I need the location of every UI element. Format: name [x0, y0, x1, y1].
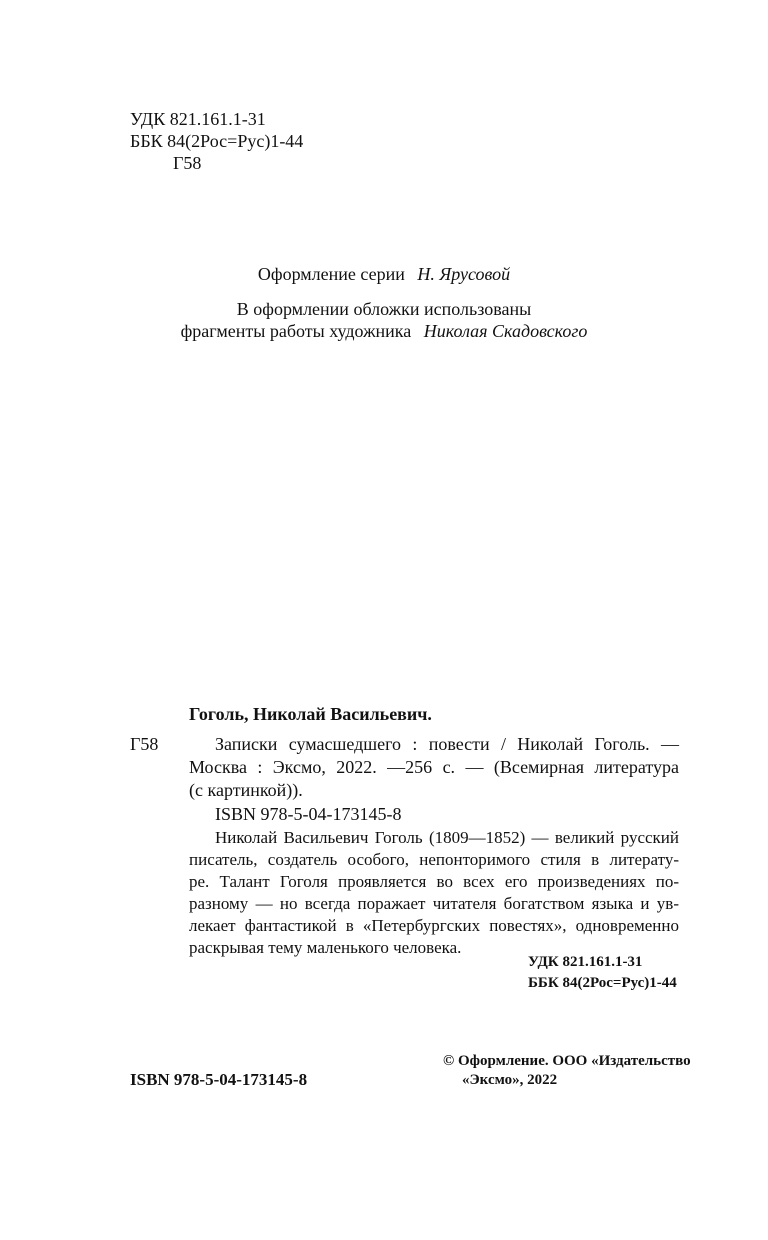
cover-design-line-2: [0, 320, 768, 343]
series-design-credit: [0, 263, 768, 286]
catalog-title-block: [189, 733, 679, 802]
copyright-line-1: © Оформление. ООО «Издательство: [443, 1053, 691, 1069]
annotation-line: лекает фантастикой в «Петербургских повестях», одновременно: [189, 916, 679, 935]
catalog-isbn: ISBN 978-5-04-173145-8: [215, 804, 402, 824]
series-design-label: Оформление серии: [257, 264, 405, 284]
annotation-line: разному — но всегда поражает читателя богатством языка и ув-: [189, 894, 679, 913]
catalog-annotation: [189, 827, 679, 959]
annotation-line: Николай Васильевич Гоголь (1809—1852) — великий русский: [215, 828, 679, 847]
annotation-line: ре. Талант Гоголя проявляется во всех его произведениях по-: [189, 872, 679, 891]
annotation-line: писатель, создатель особого, непонторимого стиля в литерату-: [189, 850, 679, 869]
catalog-udk-code: УДК 821.161.1-31: [528, 954, 643, 970]
catalog-side-mark: Г58: [130, 734, 159, 754]
cover-design-prefix: фрагменты работы художника: [180, 321, 412, 341]
series-designer-name: Н. Ярусовой: [417, 264, 511, 284]
catalog-title-line-1: Записки сумасшедшего : повести / Николай Гоголь. —: [215, 734, 679, 754]
catalog-bbk-code: ББК 84(2Рос=Рус)1-44: [528, 975, 677, 991]
footer-isbn: ISBN 978-5-04-173145-8: [130, 1070, 308, 1089]
cover-design-line-1: В оформлении обложки использованы: [236, 299, 532, 319]
cover-artist-name: Николая Скадовского: [423, 321, 588, 341]
catalog-title-line-3: (с картинкой)).: [189, 780, 303, 800]
annotation-line: раскрывая тему маленького человека.: [189, 938, 462, 957]
author-mark-top: Г58: [173, 153, 202, 173]
copyright-line-2: «Эксмо», 2022: [462, 1072, 558, 1088]
catalog-title-line-2: Москва : Эксмо, 2022. —256 с. — (Всемирная литература: [189, 757, 679, 777]
catalog-author-heading: Гоголь, Николай Васильевич.: [189, 704, 432, 724]
udk-code-top: УДК 821.161.1-31: [130, 109, 266, 129]
bbk-code-top: ББК 84(2Рос=Рус)1-44: [130, 131, 304, 151]
